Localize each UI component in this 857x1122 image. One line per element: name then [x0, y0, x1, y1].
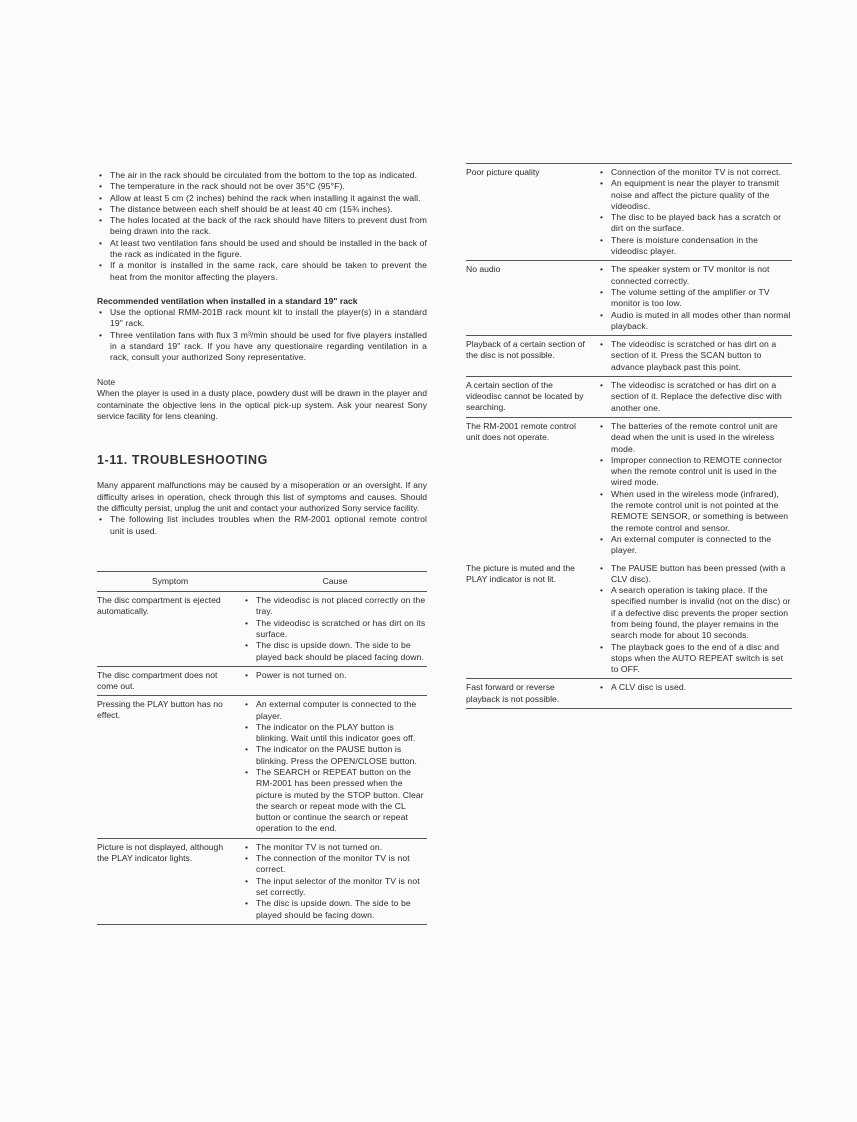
cause-cell [598, 164, 792, 261]
table-row [466, 679, 792, 708]
cause-item: • A CLV disc is used. [598, 682, 792, 693]
list-item: • The following list includes troubles when the RM-2001 optional remote control unit is used. [97, 514, 427, 537]
cause-item: • The disc to be played back has a scratch or dirt on the surface. [598, 212, 792, 235]
cause-item: • Connection of the monitor TV is not correct. [598, 167, 792, 178]
recommended-heading: Recommended ventilation when installed in a standard 19" rack [97, 295, 358, 306]
cause-item: • The volume setting of the amplifier or TV monitor is too low. [598, 287, 792, 310]
symptom-cell: No audio [466, 261, 598, 336]
cause-item: • An external computer is connected to the player. [598, 534, 792, 557]
list-item: • The holes located at the back of the rack should have filters to prevent dust from being drawn into the rack. [97, 215, 427, 238]
cause-item: • The connection of the monitor TV is not correct. [243, 853, 427, 876]
cause-cell [243, 838, 427, 924]
list-item: • The air in the rack should be circulated from the bottom to the top as indicated. [97, 170, 427, 181]
cause-item: • There is moisture condensation in the videodisc player. [598, 235, 792, 258]
list-item: • Use the optional RMM-201B rack mount kit to install the player(s) in a standard 19" rack. [97, 307, 427, 330]
symptom-cell: The RM-2001 remote control unit does not operate. [466, 417, 598, 559]
table-row [97, 666, 427, 695]
table-row [97, 696, 427, 839]
cause-item: • The input selector of the monitor TV is not set correctly. [243, 876, 427, 899]
symptom-cell: Poor picture quality [466, 164, 598, 261]
table-row [466, 261, 792, 336]
right-column [466, 163, 792, 709]
symptom-cell: A certain section of the videodisc cannot be located by searching. [466, 377, 598, 418]
cause-item: • The playback goes to the end of a disc and stops when the AUTO REPEAT switch is set to OFF. [598, 642, 792, 676]
cause-item: • The batteries of the remote control unit are dead when the unit is used in the wireless mode. [598, 421, 792, 455]
cause-cell [243, 666, 427, 695]
table-row [97, 838, 427, 924]
table-row [97, 592, 427, 667]
list-item: • The distance between each shelf should be at least 40 cm (15¾ inches). [97, 204, 427, 215]
cause-cell [243, 696, 427, 839]
cause-item: • The PAUSE button has been pressed (with a CLV disc). [598, 563, 792, 586]
cause-item: • The speaker system or TV monitor is not connected correctly. [598, 264, 792, 287]
cause-item: • The indicator on the PLAY button is blinking. Wait until this indicator goes off. [243, 722, 427, 745]
ventilation-list [97, 170, 427, 283]
table-row [466, 417, 792, 559]
symptom-cell: The picture is muted and the PLAY indicator is not lit. [466, 562, 575, 584]
cause-cell [598, 377, 792, 418]
cause-item: • Improper connection to REMOTE connector when the remote control unit is used in the wired mode. [598, 455, 792, 489]
cause-item: • The videodisc is scratched or has dirt on a section of it. Press the SCAN button to advance playback past this point. [598, 339, 792, 373]
intro-list [97, 514, 427, 537]
symptom-cell: Playback of a certain section of the disc is not possible. [466, 336, 598, 377]
troubleshooting-table-left [97, 571, 427, 925]
cause-item: • The videodisc is scratched or has dirt on its surface. [243, 618, 427, 641]
troubleshooting-table-right [466, 163, 792, 709]
cause-item: • The monitor TV is not turned on. [243, 842, 427, 853]
cause-item: • The SEARCH or REPEAT button on the RM-2001 has been pressed when the picture is muted by the STOP button. Clear the search or repeat mode with the CL button or continue the search or repeat operation to the end. [243, 767, 427, 835]
list-item: • Three ventilation fans with flux 3 m³/min should be used for five players installed in a standard 19" rack. If you have any questionaire regarding ventilation in a rack, consult your authorized Sony representative. [97, 330, 427, 364]
list-item: • At least two ventilation fans should be used and should be installed in the back of the rack as indicated in the figure. [97, 238, 427, 261]
symptom-cell: The disc compartment does not come out. [97, 666, 243, 695]
cause-item: • The indicator on the PAUSE button is blinking. Press the OPEN/CLOSE button. [243, 744, 427, 767]
symptom-cell: The disc compartment is ejected automatically. [97, 592, 243, 667]
symptom-header: Symptom [97, 571, 243, 591]
recommended-list [97, 307, 427, 363]
cause-item: • The videodisc is not placed correctly on the tray. [243, 595, 427, 618]
table-row [466, 336, 792, 377]
table-row [466, 164, 792, 261]
cause-cell [598, 560, 792, 679]
cause-cell [598, 261, 792, 336]
cause-item: • When used in the wireless mode (infrared), the remote control unit is not pointed at the REMOTE SENSOR, or something is between the remote control and sensor. [598, 489, 792, 534]
note-text: When the player is used in a dusty place, powdery dust will be drawn in the player and contaminate the objective lens in the optical pick-up system. Ask your nearest Sony service facility for lens cleaning. [97, 388, 427, 422]
symptom-cell: Fast forward or reverse playback is not possible. [466, 679, 598, 708]
section-title: 1-11. TROUBLESHOOTING [97, 453, 268, 468]
cause-cell [598, 336, 792, 377]
intro-text: Many apparent malfunctions may be caused by a misoperation or an oversight. If any difficulty arises in operation, check through this list of symptoms and causes. Should the difficulty persist, unplug the unit and contact your authorized Sony service facility. [97, 480, 427, 513]
cause-item: • The disc is upside down. The side to be played back should be placed facing down. [243, 640, 427, 663]
list-item: • Allow at least 5 cm (2 inches) behind the rack when installing it against the wall. [97, 193, 427, 204]
cause-cell [598, 417, 792, 559]
cause-cell [598, 679, 792, 708]
cause-item: • An equipment is near the player to transmit noise and affect the picture quality of the videodisc. [598, 178, 792, 212]
left-column [97, 170, 427, 925]
table-row [466, 560, 792, 679]
cause-item: • The disc is upside down. The side to be played should be facing down. [243, 898, 427, 921]
list-item: • If a monitor is installed in the same rack, care should be taken to prevent the heat from the monitor affecting the players. [97, 260, 427, 283]
cause-item: • An external computer is connected to the player. [243, 699, 427, 722]
cause-cell [243, 592, 427, 667]
cause-item: • A search operation is taking place. If the specified number is invalid (not on the disc) or if a defective disc prevents the proper section from being found, the player remains in the search mode for about 10 seconds. [598, 585, 792, 641]
symptom-cell: Pressing the PLAY button has no effect. [97, 696, 243, 839]
table-row [466, 377, 792, 418]
cause-item: • Audio is muted in all modes other than normal playback. [598, 310, 792, 333]
cause-item: • Power is not turned on. [243, 670, 427, 681]
symptom-cell: Picture is not displayed, although the PLAY indicator lights. [97, 838, 243, 924]
note-title: Note [97, 377, 116, 388]
cause-item: • The videodisc is scratched or has dirt on a section of it. Replace the defective disc with another one. [598, 380, 792, 414]
list-item: • The temperature in the rack should not be over 35°C (95°F). [97, 181, 427, 192]
cause-header: Cause [243, 571, 427, 591]
